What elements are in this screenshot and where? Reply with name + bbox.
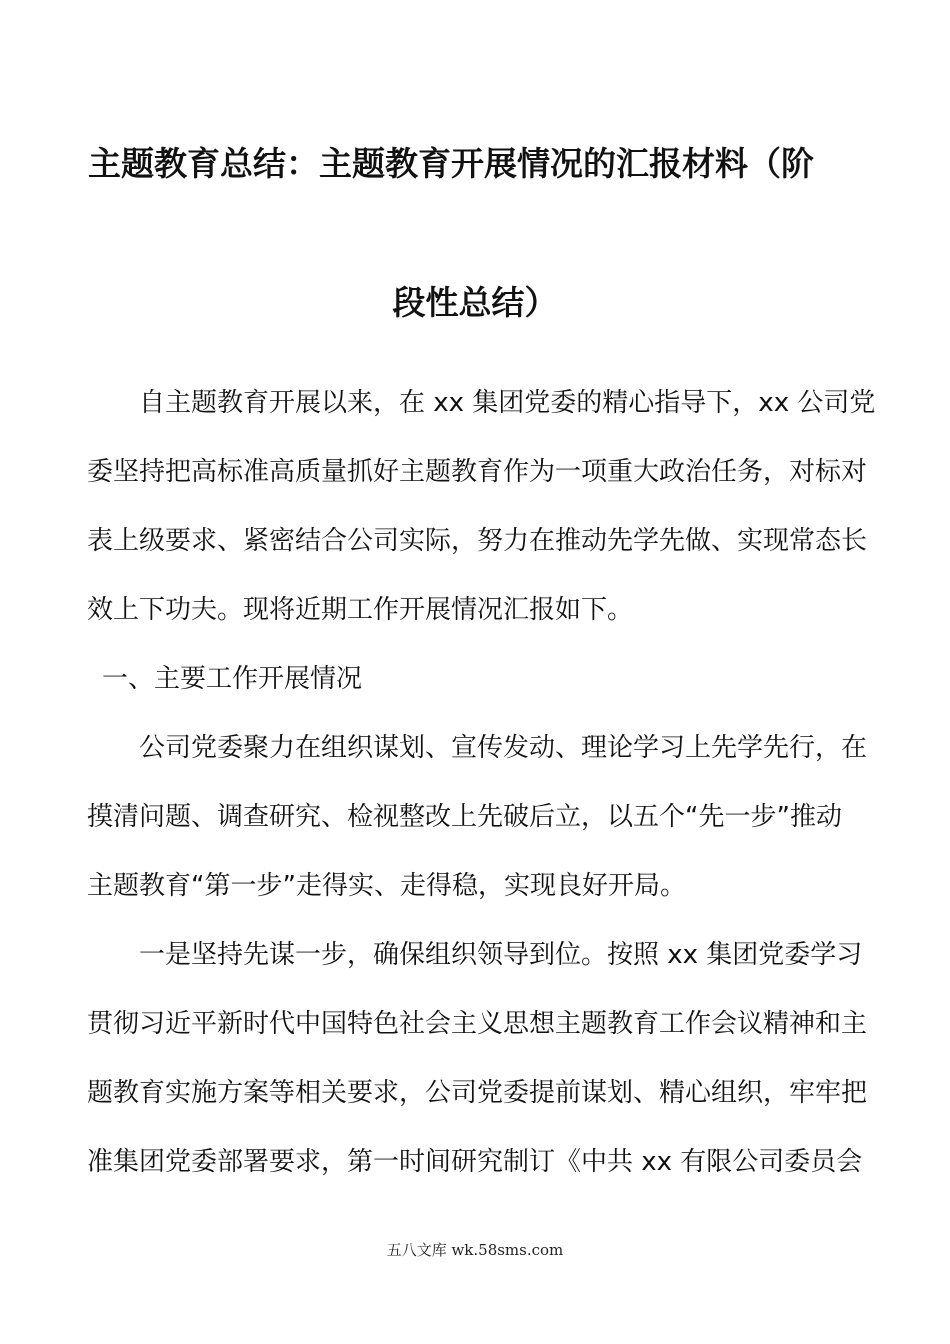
paragraph-line: 准集团党委部署要求，第一时间研究制订《中共 xx 有限公司委员会 (87, 1147, 863, 1177)
paragraph-line: 摸清问题、调查研究、检视整改上先破后立，以五个“先一步”推动 (87, 802, 842, 832)
paragraph-line: 主题教育“第一步”走得实、走得稳，实现良好开局。 (87, 871, 686, 901)
paragraph-line: 效上下功夫。现将近期工作开展情况汇报如下。 (87, 595, 634, 625)
document-title-line-2: 段性总结） (392, 283, 558, 322)
paragraph-line: 委坚持把高标准高质量抓好主题教育作为一项重大政治任务，对标对 (87, 457, 868, 487)
paragraph-line: 自主题教育开展以来，在 xx 集团党委的精心指导下，xx 公司党 (139, 388, 876, 418)
section-heading: 一、主要工作开展情况 (102, 664, 363, 694)
document-title-line-1: 主题教育总结：主题教育开展情况的汇报材料（阶 (88, 144, 814, 183)
paragraph-line: 贯彻习近平新时代中国特色社会主义思想主题教育工作会议精神和主 (87, 1009, 868, 1039)
paragraph-line: 公司党委聚力在组织谋划、宣传发动、理论学习上先学先行，在 (139, 733, 868, 763)
page-footer-watermark: 五八文库 wk.58sms.com (386, 1241, 564, 1259)
paragraph-line: 题教育实施方案等相关要求，公司党委提前谋划、精心组织，牢牢把 (87, 1078, 868, 1108)
paragraph-line: 表上级要求、紧密结合公司实际，努力在推动先学先做、实现常态长 (87, 526, 868, 556)
paragraph-line: 一是坚持先谋一步，确保组织领导到位。按照 xx 集团党委学习 (139, 940, 863, 970)
